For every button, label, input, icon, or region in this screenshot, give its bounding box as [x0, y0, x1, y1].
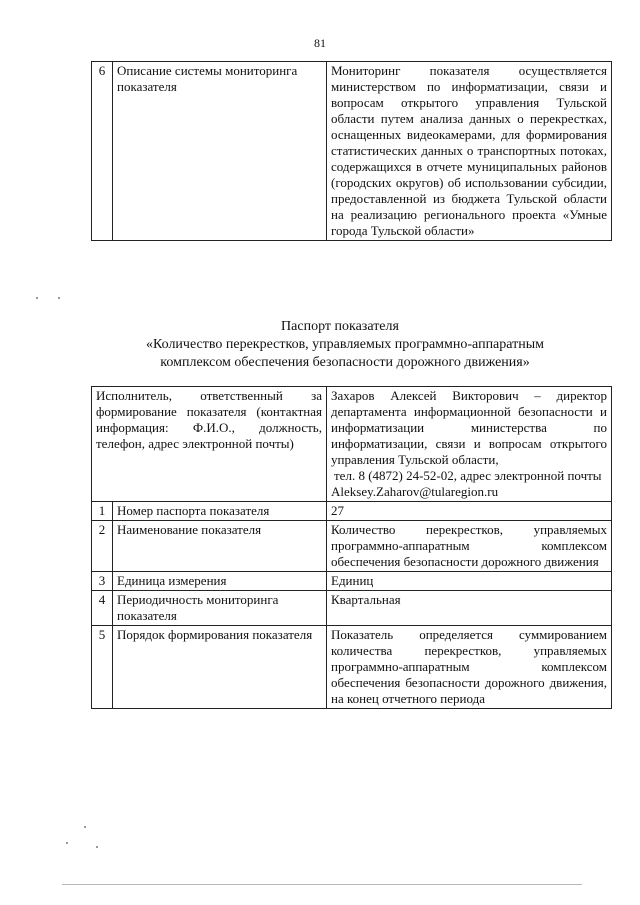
table-row-executor: [92, 387, 612, 502]
row-label: Наименование показателя: [113, 521, 327, 572]
row-number: 6: [92, 62, 113, 241]
row-value: Количество перекрестков, управляемых программно-аппаратным комплексом обеспечения безопасности дорожного движения: [327, 521, 612, 572]
executor-label: Исполнитель, ответственный за формирование показателя (контактная информация: Ф.И.О., должность, телефон, адрес электронной почты): [92, 387, 327, 502]
scan-artifact: [36, 297, 38, 299]
table-row: [92, 626, 612, 709]
executor-contact: тел. 8 (4872) 24-52-02, адрес электронной почты: [334, 468, 602, 483]
scan-artifact: [58, 297, 60, 299]
scan-artifact: [84, 826, 86, 828]
table-row: [92, 591, 612, 626]
row-value: Мониторинг показателя осуществляется министерством по информатизации, связи и вопросам открытого управления Тульской области путем анализа данных о перекрестках, оснащенных видеокамерами, для формирования статистических данных о транспортных потоках, содержащихся в отчете муниципальных районов (городских округов) об использовании субсидии, предоставленной из бюджета Тульской области на реализацию регионального проекта «Умные города Тульской области»: [327, 62, 612, 241]
indicator-passport-table: [91, 386, 612, 709]
monitoring-description-table: [91, 61, 612, 241]
row-number: 2: [92, 521, 113, 572]
row-value: 27: [327, 502, 612, 521]
passport-subtitle-line2: комплексом обеспечения безопасности дорожного движения»: [160, 355, 530, 370]
table-row: [92, 521, 612, 572]
row-label: Описание системы мониторинга показателя: [113, 62, 327, 241]
row-label: Периодичность мониторинга показателя: [113, 591, 327, 626]
table-row: [92, 62, 612, 241]
scan-artifact: [66, 842, 68, 844]
passport-subtitle-line1: «Количество перекрестков, управляемых программно-аппаратным: [145, 337, 544, 352]
row-label: Номер паспорта показателя: [113, 502, 327, 521]
row-value: Единиц: [327, 572, 612, 591]
table-row: [92, 572, 612, 591]
row-number: 4: [92, 591, 113, 626]
row-number: 1: [92, 502, 113, 521]
passport-title: [80, 318, 600, 372]
scan-artifact: [96, 846, 98, 848]
page-number: 81: [314, 36, 326, 50]
executor-cell: [327, 387, 612, 502]
table-row: [92, 502, 612, 521]
scan-artifact: [62, 884, 582, 885]
row-label: Порядок формирования показателя: [113, 626, 327, 709]
executor-email: Aleksey.Zaharov@tularegion.ru: [331, 484, 499, 499]
executor-value: Захаров Алексей Викторович – директор департамента информационной безопасности и информатизации министерства по информатизации, связи и вопросам открытого управления Тульской области,: [331, 388, 607, 467]
row-number: 3: [92, 572, 113, 591]
row-number: 5: [92, 626, 113, 709]
row-value: Квартальная: [327, 591, 612, 626]
passport-heading: Паспорт показателя: [281, 319, 399, 334]
row-value: Показатель определяется суммированием количества перекрестков, управляемых программно-аппаратным комплексом обеспечения безопасности дорожного движения, на конец отчетного периода: [327, 626, 612, 709]
row-label: Единица измерения: [113, 572, 327, 591]
